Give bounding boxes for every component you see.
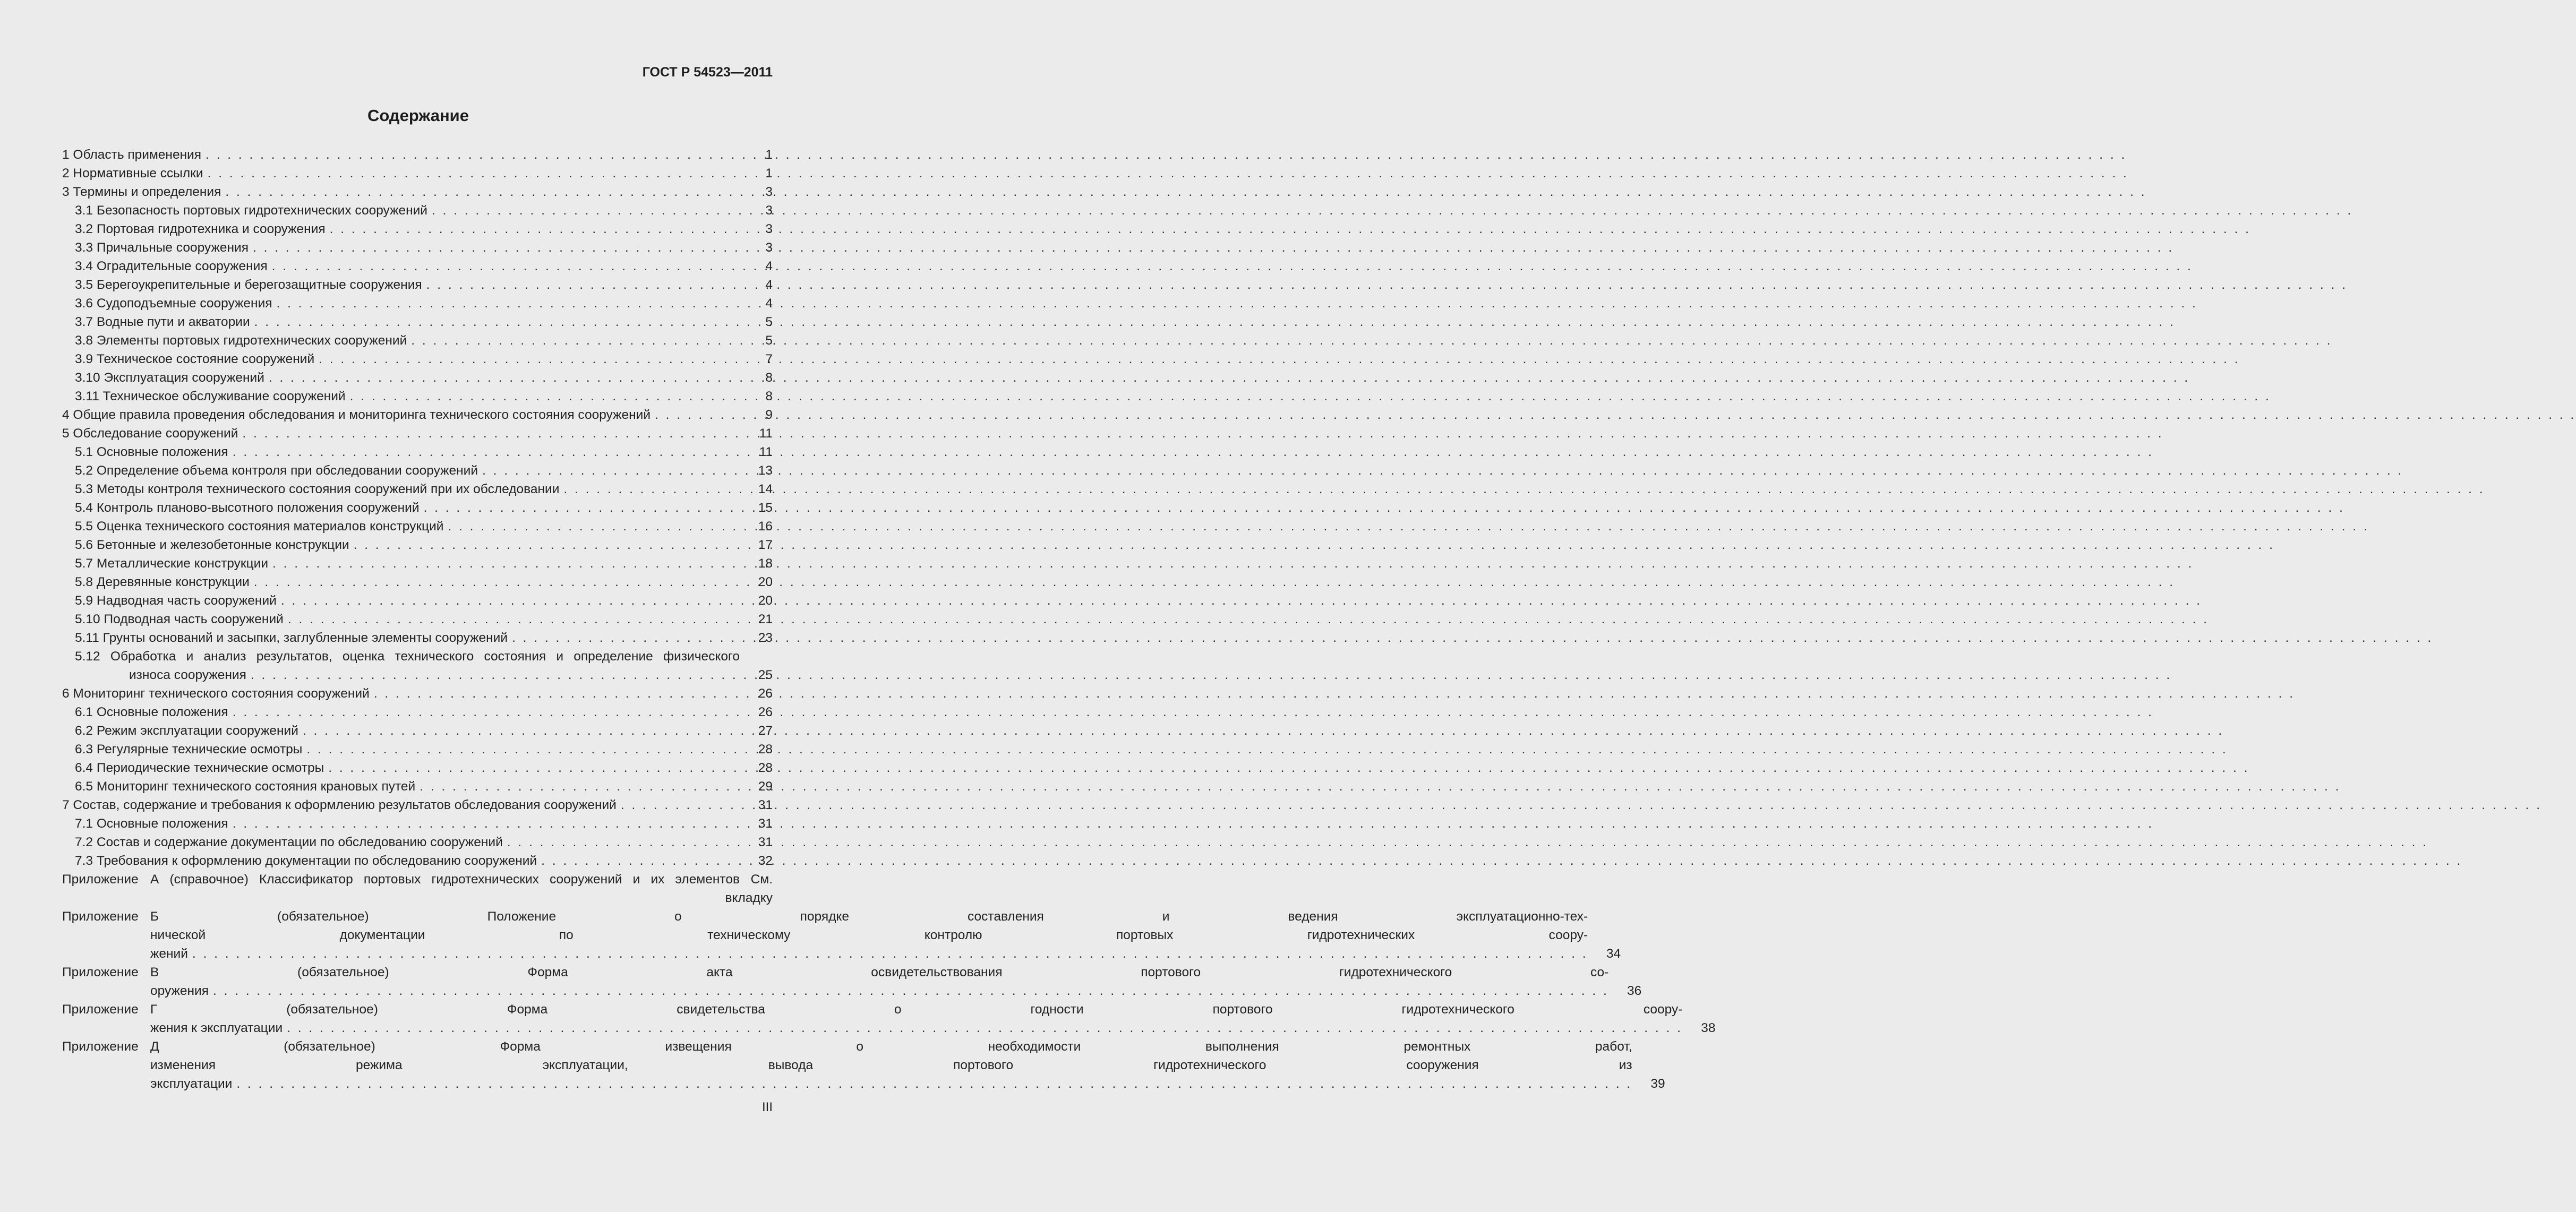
toc-entry-page: 31 (758, 816, 773, 831)
dot-leader (201, 145, 740, 164)
toc-entry-page: 4 (765, 259, 773, 273)
dot-leader (349, 536, 740, 554)
toc-entry-page: 3 (765, 203, 773, 218)
appendix-b-page: 34 (1606, 947, 1621, 961)
toc-entry-title: 3.7 Водные пути и акватории (75, 315, 250, 329)
toc-entry-page: 14 (758, 482, 773, 496)
dot-leader (272, 294, 740, 313)
toc-entry-title: 3.9 Техническое состояние сооружений (75, 352, 315, 366)
toc-entry[interactable] (62, 573, 773, 591)
dot-leader (284, 610, 740, 629)
dot-leader (324, 759, 740, 777)
dot-leader (209, 982, 1608, 1000)
toc-entry[interactable] (62, 276, 773, 294)
dot-leader (314, 350, 740, 368)
toc-entry[interactable] (62, 852, 773, 870)
toc-entry[interactable] (62, 443, 773, 461)
dot-leader (443, 517, 740, 536)
table-of-contents (62, 145, 1716, 1093)
toc-entry-page: 26 (758, 686, 773, 701)
toc-entry[interactable] (62, 183, 773, 201)
toc-entry-page: 32 (758, 854, 773, 868)
toc-entry[interactable] (62, 498, 773, 517)
toc-entry-page: 9 (765, 408, 773, 422)
toc-entry[interactable] (62, 554, 773, 573)
toc-entry-title: 3.4 Оградительные сооружения (75, 259, 268, 273)
toc-entry[interactable] (62, 610, 773, 629)
dot-leader (228, 703, 740, 721)
toc-entry-page: 4 (765, 296, 773, 311)
dot-leader (238, 424, 740, 443)
toc-entry-title: 5.11 Грунты оснований и засыпки, заглубленные элементы сооружений (75, 631, 508, 645)
toc-entry[interactable] (62, 201, 773, 220)
toc-entry-page: 3 (765, 240, 773, 255)
toc-entry-title: 5.6 Бетонные и железобетонные конструкции (75, 538, 349, 552)
appendix-v-page: 36 (1627, 984, 1642, 998)
toc-entry[interactable] (62, 220, 773, 238)
toc-entry-page: 26 (758, 705, 773, 719)
toc-entry-title: 5 Обследование сооружений (62, 426, 238, 441)
toc-entry[interactable] (62, 406, 773, 424)
dot-leader (326, 220, 740, 238)
appendix-b-title-line1: Б (обязательное) Положение о порядке составления и ведения эксплуатационно-тех- (150, 909, 1588, 924)
toc-entry-page: 27 (758, 724, 773, 738)
toc-entry[interactable] (62, 536, 773, 554)
toc-entry-page: 31 (758, 798, 773, 812)
toc-entry-title: 4 Общие правила проведения обследования и мониторинга технического состояния сооружений (62, 408, 651, 422)
toc-entry-page: 4 (765, 278, 773, 292)
toc-entry-title: 3.2 Портовая гидротехника и сооружения (75, 222, 326, 236)
toc-entry-page: 1 (765, 166, 773, 180)
toc-entry[interactable] (62, 796, 773, 814)
dot-leader (617, 796, 740, 814)
dot-leader (221, 183, 740, 201)
toc-entry[interactable] (62, 814, 773, 833)
dot-leader (651, 406, 740, 424)
toc-entry[interactable] (62, 666, 773, 684)
dot-leader (346, 387, 740, 406)
dot-leader (268, 257, 740, 276)
toc-entry-page: 23 (758, 631, 773, 645)
toc-entry-title: 7.1 Основные положения (75, 816, 228, 831)
toc-entry[interactable] (62, 777, 773, 796)
toc-entry-title: 5.8 Деревянные конструкции (75, 575, 250, 589)
toc-entry-page: 20 (758, 575, 773, 589)
dot-leader (427, 201, 740, 220)
toc-entry-title: 5.5 Оценка технического состояния материалов конструкций (75, 519, 444, 534)
appendix-label: Приложение (62, 909, 139, 924)
dot-leader (508, 629, 740, 647)
toc-entry-page: 25 (758, 668, 773, 682)
appendix-a-page-cont: вкладку (725, 891, 773, 905)
dot-leader (203, 164, 740, 183)
toc-entry-title: 3.5 Берегоукрепительные и берегозащитные сооружения (75, 278, 422, 292)
appendix-a-entry[interactable] (62, 870, 773, 907)
dot-leader (559, 480, 740, 498)
toc-entry-page: 28 (758, 761, 773, 775)
appendix-d-page: 39 (1650, 1077, 1665, 1091)
toc-entry[interactable] (62, 350, 773, 368)
toc-entry[interactable] (62, 740, 773, 759)
toc-entry-page: 17 (758, 538, 773, 552)
dot-leader (283, 1019, 1682, 1037)
toc-entry-page: 16 (758, 519, 773, 534)
page-title: Содержание (367, 106, 469, 125)
toc-entry-title: 6.5 Мониторинг технического состояния крановых путей (75, 779, 416, 794)
dot-leader (264, 368, 740, 387)
toc-entry-title: 7.2 Состав и содержание документации по обследованию сооружений (75, 835, 503, 849)
toc-entry-page: 13 (758, 463, 773, 478)
toc-entry[interactable] (62, 368, 773, 387)
dot-leader (249, 238, 740, 257)
toc-entry-page: 11 (759, 445, 773, 459)
toc-entry-page: 7 (765, 352, 773, 366)
appendix-label: Приложение (62, 1039, 139, 1054)
toc-entry[interactable] (62, 461, 773, 480)
toc-entry-title: 5.12 Обработка и анализ результатов, оценка технического состояния и определение физического (75, 649, 740, 664)
toc-entry[interactable] (62, 313, 773, 331)
appendix-label: Приложение (62, 872, 139, 887)
toc-entry-page: 18 (758, 556, 773, 571)
toc-entry-title: 7 Состав, содержание и требования к оформлению результатов обследования сооружений (62, 798, 617, 812)
toc-entry-page: 5 (765, 315, 773, 329)
appendix-a-title: А (справочное) Классификатор портовых гидротехнических сооружений и их элементов (150, 872, 740, 887)
appendix-b-title-line3: жений (150, 947, 188, 961)
toc-entry-title: 3.10 Эксплуатация сооружений (75, 371, 264, 385)
toc-entry-title: 3.3 Причальные сооружения (75, 240, 249, 255)
toc-entry-title: 5.2 Определение объема контроля при обследовании сооружений (75, 463, 478, 478)
dot-leader (415, 777, 740, 796)
toc-entry-title: 5.4 Контроль планово-высотного положения сооружений (75, 501, 420, 515)
toc-entry[interactable] (62, 703, 773, 721)
toc-entry-page: 3 (765, 222, 773, 236)
toc-entry-title: 6.4 Периодические технические осмотры (75, 761, 324, 775)
toc-entry-title: износа сооружения (129, 668, 246, 682)
toc-entry-title: 5.7 Металлические конструкции (75, 556, 269, 571)
appendix-d-title-line2: изменения режима эксплуатации, вывода портового гидротехнического сооружения из (150, 1058, 1632, 1072)
dot-leader (232, 1075, 1632, 1093)
dot-leader (537, 852, 740, 870)
appendix-label: Приложение (62, 1002, 139, 1017)
page-number: III (761, 1100, 773, 1114)
appendix-d-entry[interactable] (62, 1037, 1665, 1093)
dot-leader (277, 591, 740, 610)
toc-entry[interactable] (62, 591, 773, 610)
appendix-d-title-line3: эксплуатации (150, 1077, 233, 1091)
toc-entry[interactable] (62, 721, 773, 740)
toc-entry-page: 28 (758, 742, 773, 757)
toc-entry-title: 5.10 Подводная часть сооружений (75, 612, 284, 626)
dot-leader (370, 684, 740, 703)
toc-entry[interactable] (62, 833, 773, 852)
toc-entry-title: 3.11 Техническое обслуживание сооружений (75, 389, 346, 403)
toc-entry-title: 3.6 Судоподъемные сооружения (75, 296, 272, 311)
dot-leader (422, 276, 740, 294)
toc-entry[interactable] (62, 424, 773, 443)
toc-entry[interactable] (62, 684, 773, 703)
dot-leader (228, 814, 740, 833)
appendix-v-title-line2: оружения (150, 984, 209, 998)
toc-entry[interactable] (62, 517, 773, 536)
appendix-label: Приложение (62, 965, 139, 979)
dot-leader (503, 833, 740, 852)
dot-leader (246, 666, 740, 684)
toc-entry-title: 2 Нормативные ссылки (62, 166, 203, 180)
dot-leader (420, 498, 740, 517)
dot-leader (302, 740, 740, 759)
dot-leader (478, 461, 740, 480)
toc-entries (62, 145, 773, 870)
toc-entry[interactable] (62, 629, 773, 647)
toc-entry-title: 5.3 Методы контроля технического состояния сооружений при их обследовании (75, 482, 560, 496)
appendix-g-title-line1: Г (обязательное) Форма свидетельства о годности портового гидротехнического соору- (150, 1002, 1683, 1017)
toc-entry[interactable] (62, 331, 773, 350)
appendix-v-title-line1: В (обязательное) Форма акта освидетельствования портового гидротехнического со- (150, 965, 1609, 979)
toc-entry[interactable] (62, 145, 773, 164)
toc-entry[interactable] (62, 759, 773, 777)
appendix-v-entry[interactable] (62, 963, 1642, 1000)
toc-entry[interactable] (62, 238, 773, 257)
toc-entry[interactable] (62, 164, 773, 183)
dot-leader (268, 554, 740, 573)
dot-leader (188, 944, 1588, 963)
toc-entry-title: 6.1 Основные положения (75, 705, 228, 719)
toc-entry[interactable] (62, 387, 773, 406)
toc-entry-title: 3.8 Элементы портовых гидротехнических сооружений (75, 333, 407, 348)
appendix-d-title-line1: Д (обязательное) Форма извещения о необходимости выполнения ремонтных работ, (150, 1039, 1632, 1054)
toc-entry-title: 6.3 Регулярные технические осмотры (75, 742, 303, 757)
toc-entry-page: 29 (758, 779, 773, 794)
appendix-b-title-line2: нической документации по техническому контролю портовых гидротехнических соору- (150, 928, 1588, 942)
dot-leader (250, 313, 740, 331)
toc-entry-title: 6 Мониторинг технического состояния сооружений (62, 686, 370, 701)
toc-entry-page: 20 (758, 594, 773, 608)
toc-entry-page: 31 (758, 835, 773, 849)
toc-entry-title: 3 Термины и определения (62, 185, 221, 199)
toc-entry-page: 21 (758, 612, 773, 626)
toc-entry-page: 8 (765, 389, 773, 403)
dot-leader (298, 721, 740, 740)
toc-entry-page: 11 (759, 426, 773, 441)
toc-entry-title: 7.3 Требования к оформлению документации по обследованию сооружений (75, 854, 537, 868)
toc-entry-title: 5.1 Основные положения (75, 445, 228, 459)
appendix-b-entry[interactable] (62, 907, 1621, 963)
toc-entry[interactable] (62, 257, 773, 276)
toc-entry-title: 3.1 Безопасность портовых гидротехнических сооружений (75, 203, 427, 218)
toc-entry[interactable] (62, 647, 773, 666)
appendix-g-page: 38 (1701, 1021, 1716, 1035)
toc-entry-title: 5.9 Надводная часть сооружений (75, 594, 277, 608)
appendix-a-page: См. (750, 872, 773, 887)
dot-leader (250, 573, 740, 591)
toc-entry-page: 3 (765, 185, 773, 199)
toc-entry-page: 1 (765, 148, 773, 162)
toc-entry-title: 1 Область применения (62, 148, 202, 162)
appendix-g-entry[interactable] (62, 1000, 1716, 1037)
document-id: ГОСТ Р 54523—2011 (642, 65, 773, 80)
dot-leader (228, 443, 740, 461)
toc-entry-title: 6.2 Режим эксплуатации сооружений (75, 724, 298, 738)
dot-leader (407, 331, 740, 350)
toc-entry[interactable] (62, 480, 773, 498)
toc-entry-page: 8 (765, 371, 773, 385)
toc-entry[interactable] (62, 294, 773, 313)
toc-entry-page: 5 (765, 333, 773, 348)
appendix-g-title-line2: жения к эксплуатации (150, 1021, 283, 1035)
toc-entry-page: 15 (758, 501, 773, 515)
